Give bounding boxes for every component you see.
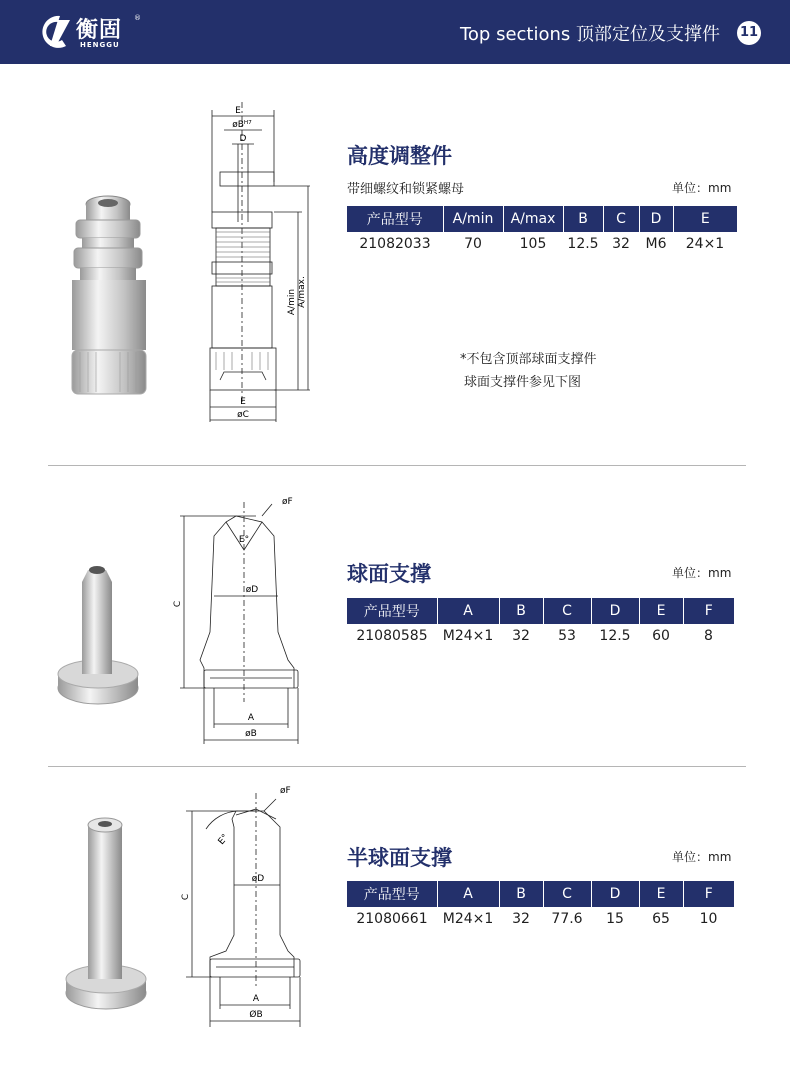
page-number-badge: 11 (737, 21, 761, 45)
table-cell: 8 (704, 628, 713, 644)
column-header: B (499, 598, 543, 624)
label-f: øF (282, 497, 293, 507)
column-header: C (543, 598, 591, 624)
table-cell: 77.6 (551, 911, 583, 927)
product-title: 高度调整件 (347, 144, 452, 168)
column-header: 产品型号 (347, 881, 437, 907)
section-height-adjuster (0, 90, 790, 465)
height-adjuster-photo-icon (60, 190, 160, 400)
spec-table (347, 598, 734, 648)
section-hemisphere-support (0, 767, 790, 1067)
label-b: øBᴴ⁷ (232, 120, 252, 130)
table-cell: M6 (645, 236, 667, 252)
header-title: Top sections 顶部定位及支撑件 (459, 24, 720, 45)
column-header: B (563, 206, 603, 232)
table-cell: M24×1 (442, 628, 494, 644)
label-a-max: A/max. (297, 276, 307, 308)
label-e-top: E (235, 106, 241, 116)
brand-name-en: HENGGU (80, 41, 120, 49)
label-f: øF (280, 786, 291, 796)
ball-support-drawing (170, 492, 310, 748)
ball-support-photo-icon (50, 562, 150, 712)
product-note (460, 348, 597, 394)
label-d: øD (251, 874, 265, 884)
label-e: E° (216, 832, 231, 847)
label-a: A (247, 713, 255, 723)
table-cell: 32 (512, 911, 530, 927)
height-adjuster-drawing (198, 102, 318, 427)
hemisphere-support-drawing (176, 781, 316, 1031)
column-header: 产品型号 (347, 206, 443, 232)
column-header: B (499, 881, 543, 907)
column-header: A (437, 881, 499, 907)
unit-label: 单位：mm (672, 181, 732, 195)
henggu-logo-mark-icon (36, 12, 76, 52)
table-row (347, 907, 734, 931)
column-header: A/max (503, 206, 563, 232)
table-header-row (347, 881, 734, 907)
note-line: 球面支撑件参见下图 (464, 375, 582, 390)
table-cell: 105 (519, 236, 547, 252)
table-cell: 24×1 (685, 236, 725, 252)
table-row (347, 624, 734, 648)
label-a: A (252, 994, 260, 1004)
table-cell: M24×1 (442, 911, 494, 927)
brand-name-cn: 衡固 (76, 18, 123, 43)
table-cell: 32 (612, 236, 630, 252)
table-row (347, 232, 737, 256)
column-header: D (591, 598, 639, 624)
column-header: C (543, 881, 591, 907)
table-cell: 60 (652, 628, 670, 644)
registered-mark: ® (134, 14, 141, 22)
table-cell: 21080661 (356, 911, 428, 927)
unit-label: 单位：mm (672, 566, 732, 580)
table-cell: 70 (464, 236, 482, 252)
section-ball-support (0, 466, 790, 766)
page-header (0, 0, 790, 64)
table-cell: 21082033 (359, 236, 431, 252)
table-cell: 32 (512, 628, 530, 644)
column-header: F (683, 598, 734, 624)
label-e: E° (238, 535, 250, 545)
brand-logo (36, 12, 146, 52)
column-header: E (673, 206, 737, 232)
label-c: øC (237, 410, 249, 420)
note-line: *不包含顶部球面支撑件 (460, 352, 597, 367)
label-b: øB (245, 729, 257, 739)
column-header: D (591, 881, 639, 907)
column-header: D (639, 206, 673, 232)
table-header-row (347, 598, 734, 624)
label-e-bottom: E (240, 397, 246, 407)
column-header: E (639, 881, 683, 907)
label-c: C (173, 600, 183, 608)
table-cell: 12.5 (567, 236, 599, 252)
column-header: A (437, 598, 499, 624)
label-c: C (181, 893, 191, 901)
column-header: C (603, 206, 639, 232)
product-title: 半球面支撑 (347, 846, 452, 870)
column-header: F (683, 881, 734, 907)
column-header: E (639, 598, 683, 624)
spec-table (347, 881, 734, 931)
table-cell: 15 (606, 911, 624, 927)
hemisphere-support-photo-icon (58, 807, 158, 1017)
column-header: 产品型号 (347, 598, 437, 624)
table-cell: 10 (699, 911, 718, 927)
label-d: D (239, 134, 247, 144)
table-cell: 65 (652, 911, 670, 927)
spec-table (347, 206, 737, 256)
unit-label: 单位：mm (672, 850, 732, 864)
table-cell: 53 (558, 628, 576, 644)
table-cell: 12.5 (599, 628, 631, 644)
table-header-row (347, 206, 737, 232)
product-subtitle: 带细螺纹和锁紧螺母 (347, 182, 465, 197)
label-b: ØB (249, 1010, 263, 1020)
table-cell: 21080585 (356, 628, 428, 644)
label-d: øD (245, 585, 259, 595)
label-a-min: A/min (287, 288, 297, 316)
product-title: 球面支撑 (347, 562, 431, 586)
column-header: A/min (443, 206, 503, 232)
